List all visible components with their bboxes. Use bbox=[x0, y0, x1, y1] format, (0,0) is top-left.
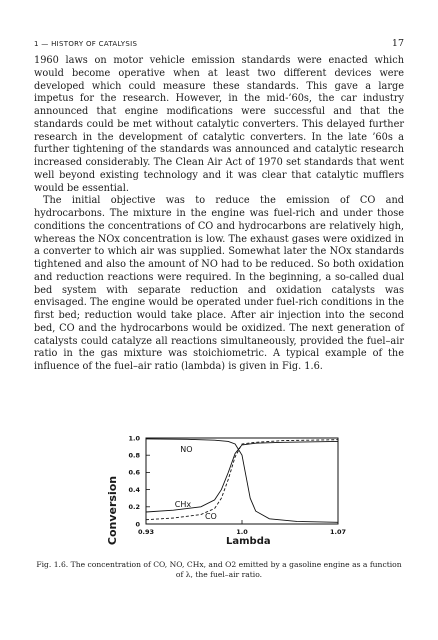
x-axis-title: Lambda bbox=[226, 536, 271, 547]
label-no: NO bbox=[180, 444, 193, 454]
y-tick-label: 1.0 bbox=[128, 434, 140, 443]
page-number: 17 bbox=[391, 38, 404, 49]
y-tick-label: 0 bbox=[135, 520, 140, 529]
y-tick-label: 0.4 bbox=[128, 485, 140, 494]
y-tick-label: 0.8 bbox=[128, 451, 140, 460]
running-head: 1 — HISTORY OF CATALYSIS bbox=[34, 40, 138, 48]
figure-caption: Fig. 1.6. The concentration of CO, NO, CHx, and O2 emitted by a gasoline engine as a function of λ, the fuel–air ratio. bbox=[36, 560, 402, 579]
conversion-chart bbox=[90, 426, 350, 546]
paragraph-2: The initial objective was to reduce the emission of CO and hydrocarbons. The mixture in the engine was fuel-rich and under those conditions the concentrations of CO and hydrocarbons are relatively high, whereas the NOx concentration is low. The exhaust gases were oxidized in a converter to which air was supplied. Somewhat later the NOx standards tightened and also the amount of NO had to be reduced. So both oxidation and reduction reactions were required. In the beginning, a so-called dual bed system with separate reduction and oxidation catalysts was envisaged. The engine would be operated under fuel-rich conditions in the first bed; reduction would take place. After air injection into the second bed, CO and the hydrocarbons would be oxidized. The next generation of catalysts could catalyze all reactions simultaneously, provided the fuel–air ratio in the gas mixture was stoichiometric. A typical example of the influence of the fuel–air ratio (lambda) is given in Fig. 1.6. bbox=[34, 195, 404, 372]
plot-frame bbox=[146, 438, 338, 524]
y-tick-label: 0.2 bbox=[128, 503, 140, 512]
y-axis-title: Conversion bbox=[106, 475, 120, 546]
x-tick-label: 0.93 bbox=[137, 528, 155, 536]
x-tick-label: 1.07 bbox=[329, 528, 347, 536]
label-co: CO bbox=[204, 511, 217, 521]
x-tick-label: 1.0 bbox=[236, 528, 248, 536]
paragraph-1: 1960 laws on motor vehicle emission standards were enacted which would become operative when at least two different devices were developed which could measure these standards. This gave a large impetus for the research. However, in the mid-’60s, the car industry announced that engine modifications were successful and that the standards could be met without catalytic converters. This delayed further research in the development of catalytic converters. In the late ’60s a further tightening of the standards was announced and catalytic research increased considerably. The Clean Air Act of 1970 set standards that went well beyond existing technology and it was clear that catalytic mufflers would be essential. bbox=[34, 55, 404, 194]
label-chx: CHx bbox=[174, 499, 192, 509]
y-tick-label: 0.6 bbox=[128, 468, 140, 477]
figure-1-6 bbox=[90, 426, 350, 578]
body-text bbox=[34, 55, 404, 374]
